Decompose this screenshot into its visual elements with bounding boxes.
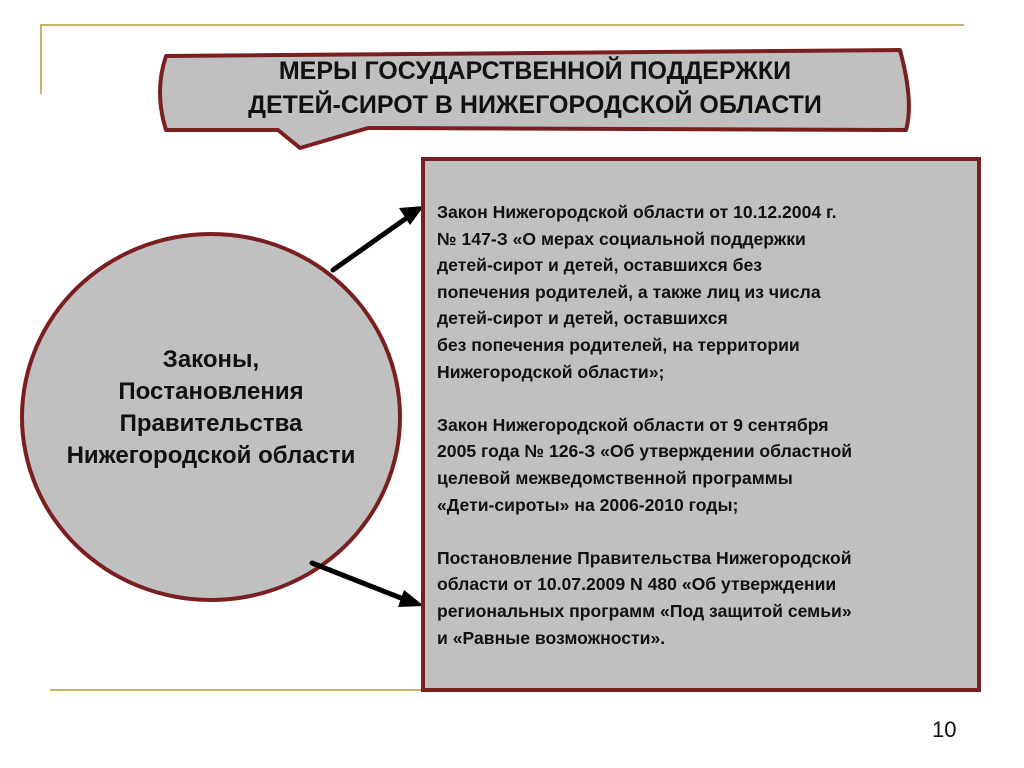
- law-2005-paragraph: [437, 412, 967, 518]
- law-2004-line-2: № 147-З «О мерах социальной поддержки: [437, 228, 806, 249]
- legal-acts-label: [20, 344, 402, 472]
- law-2004-line-4: попечения родителей, а также лиц из числа: [437, 281, 821, 302]
- circle-line-1: Законы,: [162, 346, 260, 373]
- law-2005-line-4: «Дети-сироты» на 2006-2010 годы;: [437, 494, 739, 515]
- circle-line-2: Постановления: [118, 378, 304, 405]
- circle-line-4: Нижегородской области: [66, 442, 356, 469]
- law-2004-paragraph: [437, 199, 967, 385]
- law-2004-line-7: Нижегородской области»;: [437, 361, 665, 382]
- law-2005-line-3: целевой межведомственной программы: [437, 467, 793, 488]
- arrow-up-right: [333, 206, 424, 270]
- resolution-2009-line-4: и «Равные возможности».: [437, 627, 666, 648]
- resolution-2009-line-2: области от 10.07.2009 N 480 «Об утверждении: [437, 574, 837, 595]
- title-line-1: МЕРЫ ГОСУДАРСТВЕННОЙ ПОДДЕРЖКИ: [278, 57, 792, 85]
- law-2004-line-5: детей-сирот и детей, оставшихся: [437, 308, 728, 329]
- resolution-2009-line-3: региональных программ «Под защитой семьи»: [437, 600, 852, 621]
- law-2004-line-1: Закон Нижегородской области от 10.12.2004 г.: [437, 202, 837, 222]
- resolution-2009-paragraph: [437, 545, 967, 651]
- arrow-down-right: [312, 563, 424, 607]
- left-rule: [40, 24, 42, 94]
- circle-line-3: Правительства: [119, 410, 303, 437]
- law-2004-line-3: детей-сирот и детей, оставшихся без: [437, 255, 763, 276]
- legislation-panel: [421, 157, 981, 692]
- law-2004-line-6: без попечения родителей, на территории: [437, 334, 800, 355]
- law-2005-line-1: Закон Нижегородской области от 9 сентября: [437, 414, 829, 435]
- slide-title: [170, 54, 900, 122]
- title-line-2: ДЕТЕЙ-СИРОТ В НИЖЕГОРОДСКОЙ ОБЛАСТИ: [248, 91, 822, 119]
- top-rule: [40, 24, 964, 26]
- law-2005-line-2: 2005 года № 126-З «Об утверждении областной: [437, 441, 853, 462]
- resolution-2009-line-1: Постановление Правительства Нижегородской: [437, 547, 852, 568]
- page-number: 10: [932, 717, 957, 742]
